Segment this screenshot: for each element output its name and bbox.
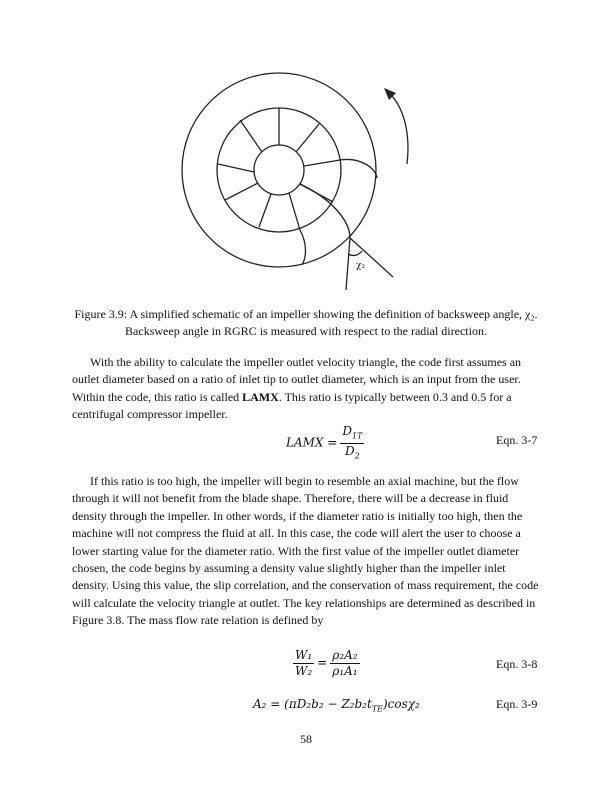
eqn-3-8-label: Eqn. 3-8	[496, 657, 538, 671]
eq-3-8-lhs-num: W₁	[295, 648, 313, 662]
eq-3-9-body: A₂ = (πD₂b₂ − Z₂b₂t	[253, 697, 372, 711]
eq-3-7-num-sub: 1T	[351, 431, 363, 441]
paragraph-1	[72, 354, 542, 424]
eq-3-7-den-sub: 2	[354, 451, 360, 461]
equation-3-7	[286, 424, 364, 464]
angle-chi2-label: χ₂	[356, 261, 366, 271]
outer-circle	[182, 73, 376, 267]
eq-3-9-sub: TE	[371, 704, 383, 714]
caption-line-2: Backsweep angle in RGRC is measured with respect to the radial direction.	[125, 324, 487, 338]
paragraph-2-text: If this ratio is too high, the impeller will begin to resemble an axial machine, but the flow through it will not benefit from the blade shape. Therefore, there will be a decrease in fluid density through the impeller. In other words, if the diameter ratio is initially too high, then the machine will not compress the fluid at all. In this case, the code will alert the user to choose a lower starting value for the diameter ratio. With the first value of the impeller outlet diameter chosen, the code begins by assuming a density value slightly higher than the impeller inlet density. Using this value, the slip correlation, and the conservation of mass requirement, the code will calculate the velocity triangle at outlet. The key relationships are determined as described in Figure 3.8. The mass flow rate relation is defined by	[72, 474, 539, 628]
page-number: 58	[300, 732, 312, 746]
paragraph-1-text-a: With the ability to calculate the impeller outlet velocity triangle, the code first assumes an outlet diameter based on a ratio of inlet tip to outlet diameter, which is an input from the user. Within the code, this ratio is called	[72, 355, 522, 404]
impeller-schematic-diagram	[0, 0, 612, 300]
eq-3-8-lhs-fraction	[293, 648, 314, 679]
eqn-3-7-label: Eqn. 3-7	[496, 433, 538, 447]
eq-3-7-num: D	[342, 424, 352, 438]
paragraph-2	[72, 473, 542, 630]
eq-3-7-den: D	[345, 444, 355, 459]
figure-caption	[60, 306, 552, 340]
hub-circle	[254, 145, 304, 195]
eq-3-9-tail: )cosχ₂	[383, 697, 420, 711]
eqn-3-9-label: Eqn. 3-9	[496, 697, 538, 711]
impeller-figure	[0, 0, 612, 300]
equation-3-8	[293, 648, 360, 679]
paragraph-1-text-b: . This ratio is typically between 0.3 and 0.5 for a centrifugal compressor impeller.	[72, 389, 512, 422]
equation-3-9	[253, 697, 420, 713]
eq-3-7-fraction	[340, 424, 364, 464]
eq-3-8-rhs-fraction	[330, 648, 359, 679]
eq-3-8-lhs-den: W₂	[295, 664, 313, 678]
lamx-term: LAMX	[242, 389, 279, 404]
eq-3-8-rhs-num: ρ₂A₂	[332, 648, 358, 662]
eq-3-8-rhs-den: ρ₁A₁	[332, 664, 358, 678]
eq-3-7-lhs: LAMX =	[286, 435, 338, 450]
caption-line-1: Figure 3.9: A simplified schematic of an impeller showing the definition of backsweep angle, χ₂.	[74, 307, 538, 321]
eq-3-8-equals: =	[317, 655, 328, 670]
